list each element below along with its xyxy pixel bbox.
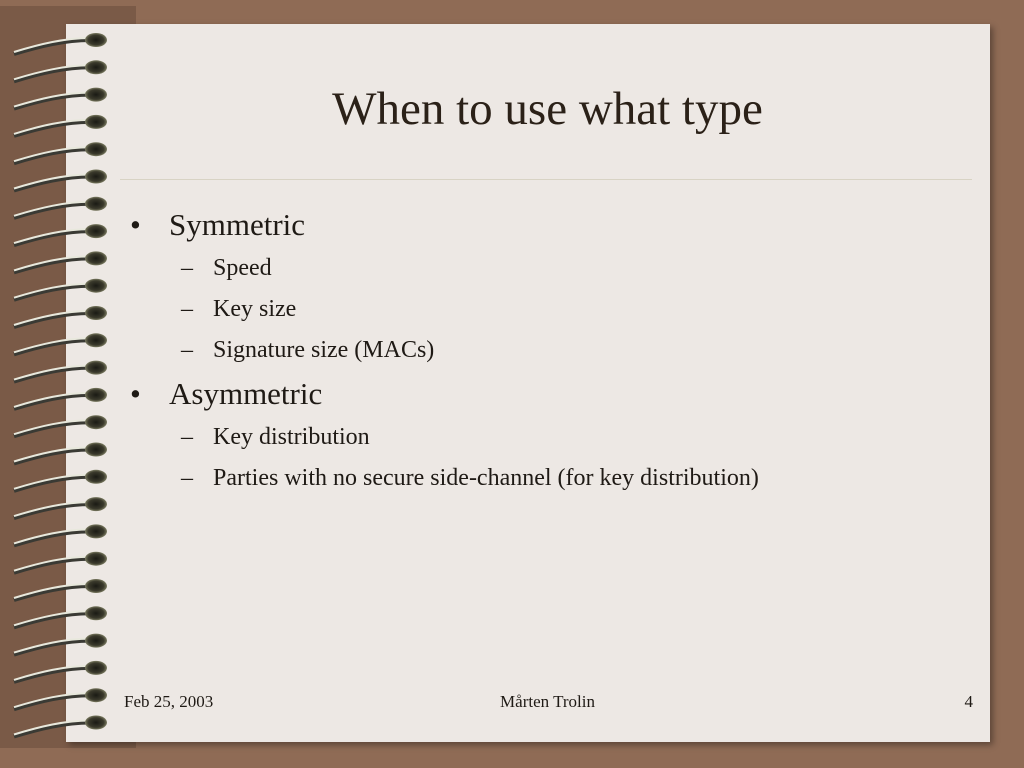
spiral-coil bbox=[14, 661, 107, 682]
sub-bullet-marker: – bbox=[181, 337, 193, 363]
sub-bullet-text: Key size bbox=[213, 296, 297, 322]
sub-bullet-item bbox=[126, 248, 976, 289]
spiral-coil bbox=[14, 634, 107, 655]
footer-page-number: 4 bbox=[964, 692, 973, 711]
spiral-coil bbox=[14, 579, 107, 600]
spiral-coil bbox=[14, 361, 107, 382]
spiral-coil bbox=[14, 170, 107, 191]
sub-bullet-marker: – bbox=[181, 424, 193, 450]
spiral-coil bbox=[14, 470, 107, 491]
sub-bullet-item bbox=[126, 330, 976, 371]
sub-bullet-text: Parties with no secure side-channel (for key distribution) bbox=[213, 465, 759, 491]
bullet-item bbox=[126, 371, 976, 417]
sub-bullet-item bbox=[126, 289, 976, 330]
spiral-coil bbox=[14, 33, 107, 54]
footer-date: Feb 25, 2003 bbox=[124, 692, 214, 711]
sub-bullet-text: Key distribution bbox=[213, 424, 370, 450]
spiral-coil bbox=[14, 524, 107, 545]
spiral-coil bbox=[14, 60, 107, 81]
spiral-coil bbox=[14, 333, 107, 354]
title-divider bbox=[120, 179, 972, 180]
spiral-coil bbox=[14, 606, 107, 627]
sub-bullet-marker: – bbox=[181, 465, 193, 491]
sub-bullet-marker: – bbox=[181, 255, 193, 281]
spiral-coil bbox=[14, 142, 107, 163]
spiral-coil bbox=[14, 716, 107, 737]
sub-bullet-marker: – bbox=[181, 296, 193, 322]
sub-bullet-item bbox=[126, 417, 976, 458]
slide-title: When to use what type bbox=[332, 83, 763, 135]
spiral-coil bbox=[14, 443, 107, 464]
bullet-text: Symmetric bbox=[169, 207, 306, 242]
spiral-coil bbox=[14, 224, 107, 245]
spiral-coil bbox=[14, 251, 107, 272]
bullet-text: Asymmetric bbox=[169, 376, 323, 411]
sub-bullet-item bbox=[126, 458, 976, 499]
footer-author: Mårten Trolin bbox=[500, 692, 595, 711]
bullet-list bbox=[126, 202, 976, 499]
spiral-coil bbox=[14, 306, 107, 327]
bullet-marker: • bbox=[130, 376, 141, 411]
spiral-coil bbox=[14, 552, 107, 573]
sub-bullet-text: Speed bbox=[213, 255, 272, 281]
sub-bullet-text: Signature size (MACs) bbox=[213, 337, 435, 363]
bullet-item bbox=[126, 202, 976, 248]
spiral-coil bbox=[14, 279, 107, 300]
spiral-coil bbox=[14, 197, 107, 218]
spiral-coil bbox=[14, 415, 107, 436]
spiral-coil bbox=[14, 388, 107, 409]
bullet-marker: • bbox=[130, 207, 141, 242]
spiral-coil bbox=[14, 497, 107, 518]
